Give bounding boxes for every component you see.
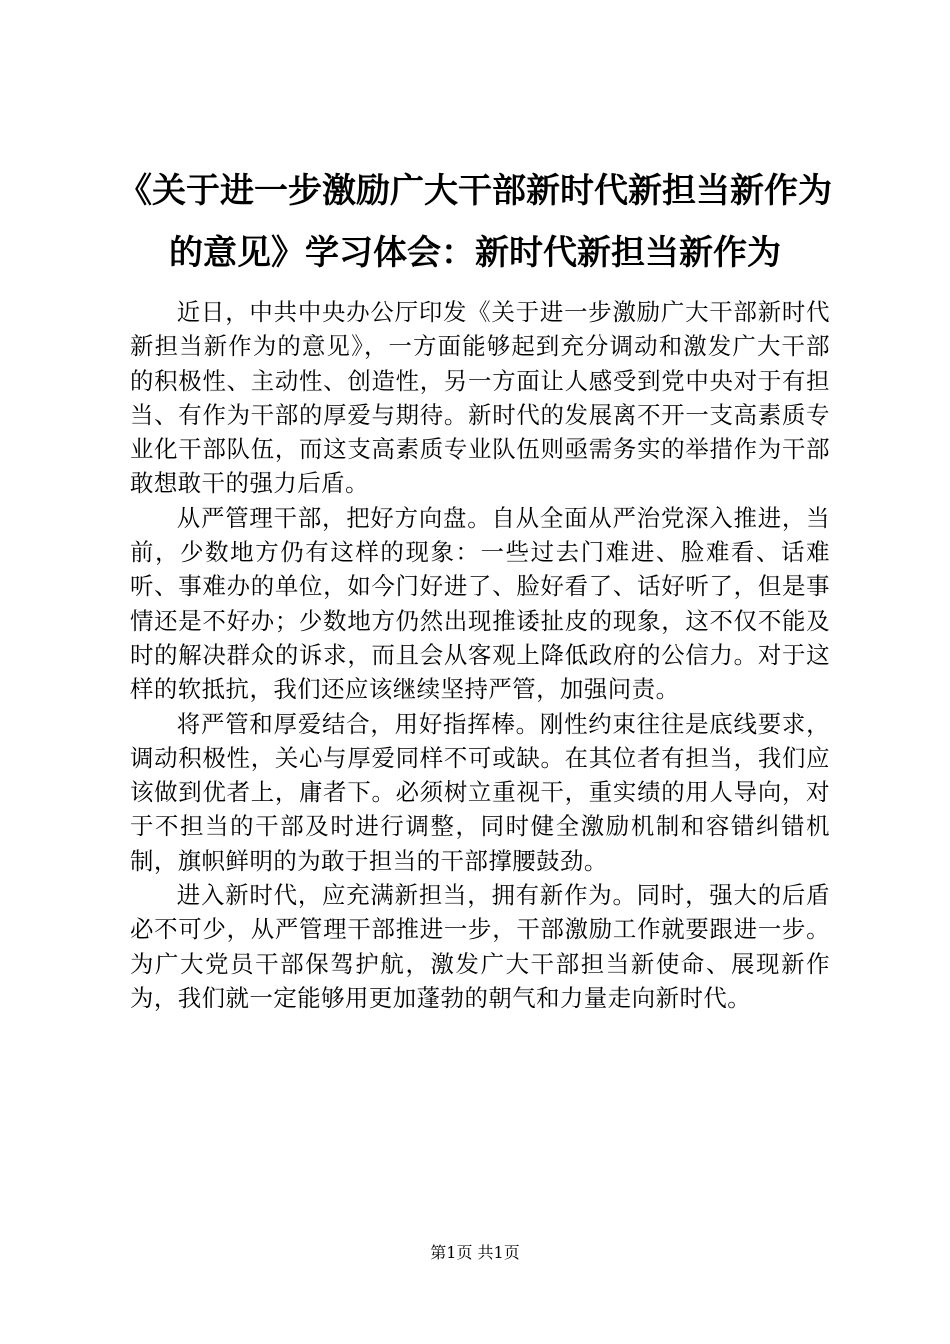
page-footer: 第1页 共1页 <box>430 1243 520 1262</box>
paragraph-1: 近日，中共中央办公厅印发《关于进一步激励广大干部新时代新担当新作为的意见》，一方面能够起到充分调动和激发广大干部的积极性、主动性、创造性，另一方面让人感受到党中央对于有担当、有作为干部的厚爱与期待。新时代的发展离不开一支高素质专业化干部队伍，而这支高素质专业队伍则亟需务实的举措作为干部敢想敢干的强力后盾。 <box>130 298 830 498</box>
document-title: 《关于进一步激励广大干部新时代新担当新作为的意见》学习体会：新时代新担当新作为 <box>118 171 832 273</box>
paragraph-4: 进入新时代，应充满新担当，拥有新作为。同时，强大的后盾必不可少，从严管理干部推进一步，干部激励工作就要跟进一步。为广大党员干部保驾护航，激发广大干部担当新使命、展现新作为，我们就一定能够用更加蓬勃的朝气和力量走向新时代。 <box>130 881 830 1012</box>
paragraph-3: 将严管和厚爱结合，用好指挥棒。刚性约束往往是底线要求，调动积极性，关心与厚爱同样不可或缺。在其位者有担当，我们应该做到优者上，庸者下。必须树立重视干，重实绩的用人导向，对于不担当的干部及时进行调整，同时健全激励机制和容错纠错机制，旗帜鲜明的为敢于担当的干部撑腰鼓劲。 <box>130 709 830 875</box>
paragraph-2: 从严管理干部，把好方向盘。自从全面从严治党深入推进，当前，少数地方仍有这样的现象：一些过去门难进、脸难看、话难听、事难办的单位，如今门好进了、脸好看了、话好听了，但是事情还是不好办；少数地方仍然出现推诿扯皮的现象，这不仅不能及时的解决群众的诉求，而且会从客观上降低政府的公信力。对于这样的软抵抗，我们还应该继续坚持严管，加强问责。 <box>130 503 830 704</box>
document-body <box>130 295 830 1015</box>
